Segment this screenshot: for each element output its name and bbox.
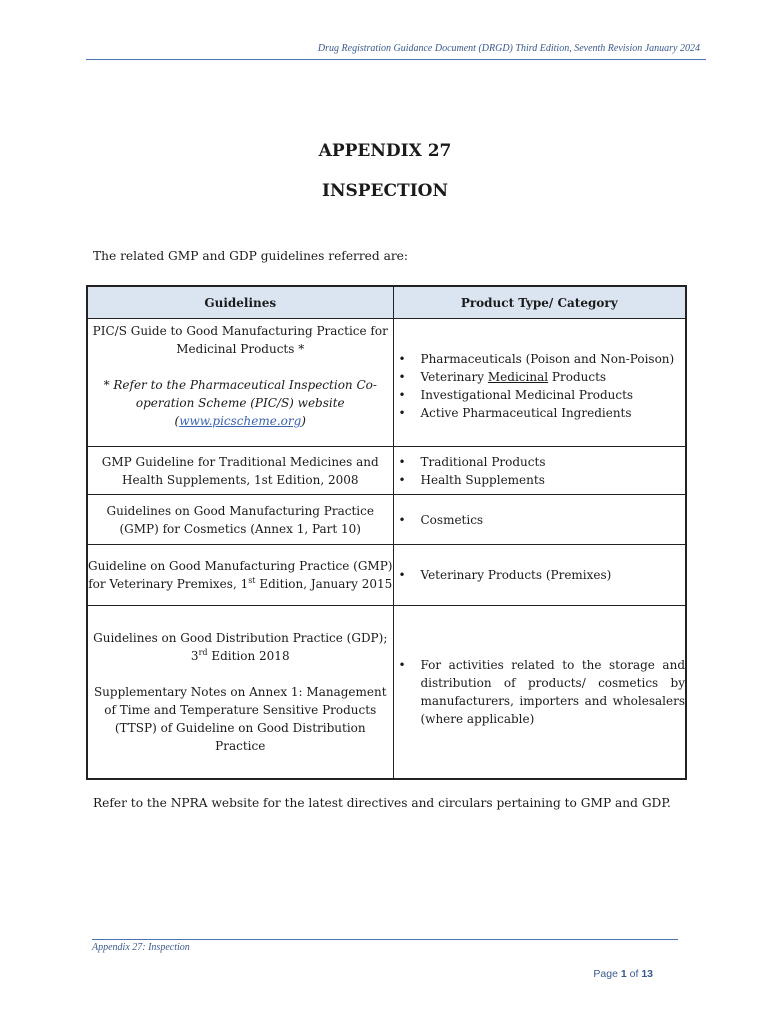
link-open-paren: ( <box>174 414 180 428</box>
intro-paragraph: The related GMP and GDP guidelines referred are: <box>93 249 408 263</box>
page-number <box>593 968 653 980</box>
guideline-text: Edition 2018 <box>207 648 290 663</box>
table-row <box>87 606 686 779</box>
table-row <box>87 319 686 447</box>
product-cell <box>393 545 686 606</box>
link-close-paren: ) <box>301 414 306 428</box>
product-list <box>394 566 686 584</box>
column-header-guidelines: Guidelines <box>87 286 393 319</box>
ordinal-superscript: rd <box>198 647 208 657</box>
product-list <box>394 656 686 728</box>
guideline-cell <box>87 606 393 779</box>
running-footer: Appendix 27: Inspection <box>92 942 190 953</box>
footer-rule <box>92 939 678 940</box>
product-text: Veterinary <box>420 369 485 384</box>
product-text-underlined: Medicinal <box>487 369 549 384</box>
product-text: Products <box>551 369 607 384</box>
guidelines-table <box>86 285 687 780</box>
list-item: • Traditional Products <box>394 453 686 471</box>
page-title: APPENDIX 27 <box>318 141 452 161</box>
list-item <box>394 368 686 386</box>
closing-paragraph: Refer to the NPRA website for the latest directives and circulars pertaining to GMP and GDP. <box>93 796 671 810</box>
product-cell <box>393 495 686 545</box>
list-item: • Investigational Medicinal Products <box>394 386 686 404</box>
guideline-cell <box>87 545 393 606</box>
table-row <box>87 545 686 606</box>
picscheme-link[interactable]: www.picscheme.org <box>179 414 302 428</box>
list-item: • Pharmaceuticals (Poison and Non-Poison) <box>394 350 686 368</box>
guideline-note <box>88 376 393 430</box>
table-row <box>87 447 686 495</box>
product-list <box>394 350 686 422</box>
guideline-cell: Guidelines on Good Manufacturing Practice (GMP) for Cosmetics (Annex 1, Part 10) <box>87 495 393 545</box>
guideline-text: Guidelines on Good Distribution Practice (GDP); 3 <box>93 630 388 663</box>
guideline-cell: GMP Guideline for Traditional Medicines and Health Supplements, 1st Edition, 2008 <box>87 447 393 495</box>
product-cell <box>393 319 686 447</box>
product-cell <box>393 447 686 495</box>
list-item: • For activities related to the storage and distribution of products/ cosmetics by manufacturers, importers and wholesalers (where applicable) <box>394 656 686 728</box>
product-list <box>394 453 686 489</box>
list-item: • Active Pharmaceutical Ingredients <box>394 404 686 422</box>
total-pages: 13 <box>641 968 653 980</box>
guideline-title: PIC/S Guide to Good Manufacturing Practice for Medicinal Products * <box>92 324 388 356</box>
product-cell <box>393 606 686 779</box>
header-rule <box>86 59 706 60</box>
page-label: Page <box>593 968 621 980</box>
column-header-product-type: Product Type/ Category <box>393 286 686 319</box>
ordinal-superscript: st <box>248 576 256 585</box>
guideline-text: Guideline on Good Manufacturing Practice (GMP) for Veterinary Premixes, 1 <box>88 559 393 591</box>
running-header: Drug Registration Guidance Document (DRGD) Third Edition, Seventh Revision January 2024 <box>317 43 700 54</box>
list-item: • Cosmetics <box>394 511 686 529</box>
guideline-title <box>88 629 393 665</box>
note-text: * Refer to the Pharmaceutical Inspection Co-operation Scheme (PIC/S) website <box>103 378 377 410</box>
current-page: 1 <box>620 968 627 980</box>
page-subtitle: INSPECTION <box>322 181 448 201</box>
table-row <box>87 495 686 545</box>
page-of: of <box>626 968 642 980</box>
guideline-cell <box>87 319 393 447</box>
list-item: • Health Supplements <box>394 471 686 489</box>
table-header-row <box>87 286 686 319</box>
list-item: • Veterinary Products (Premixes) <box>394 566 686 584</box>
product-list <box>394 511 686 529</box>
guideline-supplementary: Supplementary Notes on Annex 1: Management of Time and Temperature Sensitive Products (TTSP) of Guideline on Good Distribution Practice <box>93 684 387 753</box>
guideline-text: Edition, January 2015 <box>255 577 393 591</box>
